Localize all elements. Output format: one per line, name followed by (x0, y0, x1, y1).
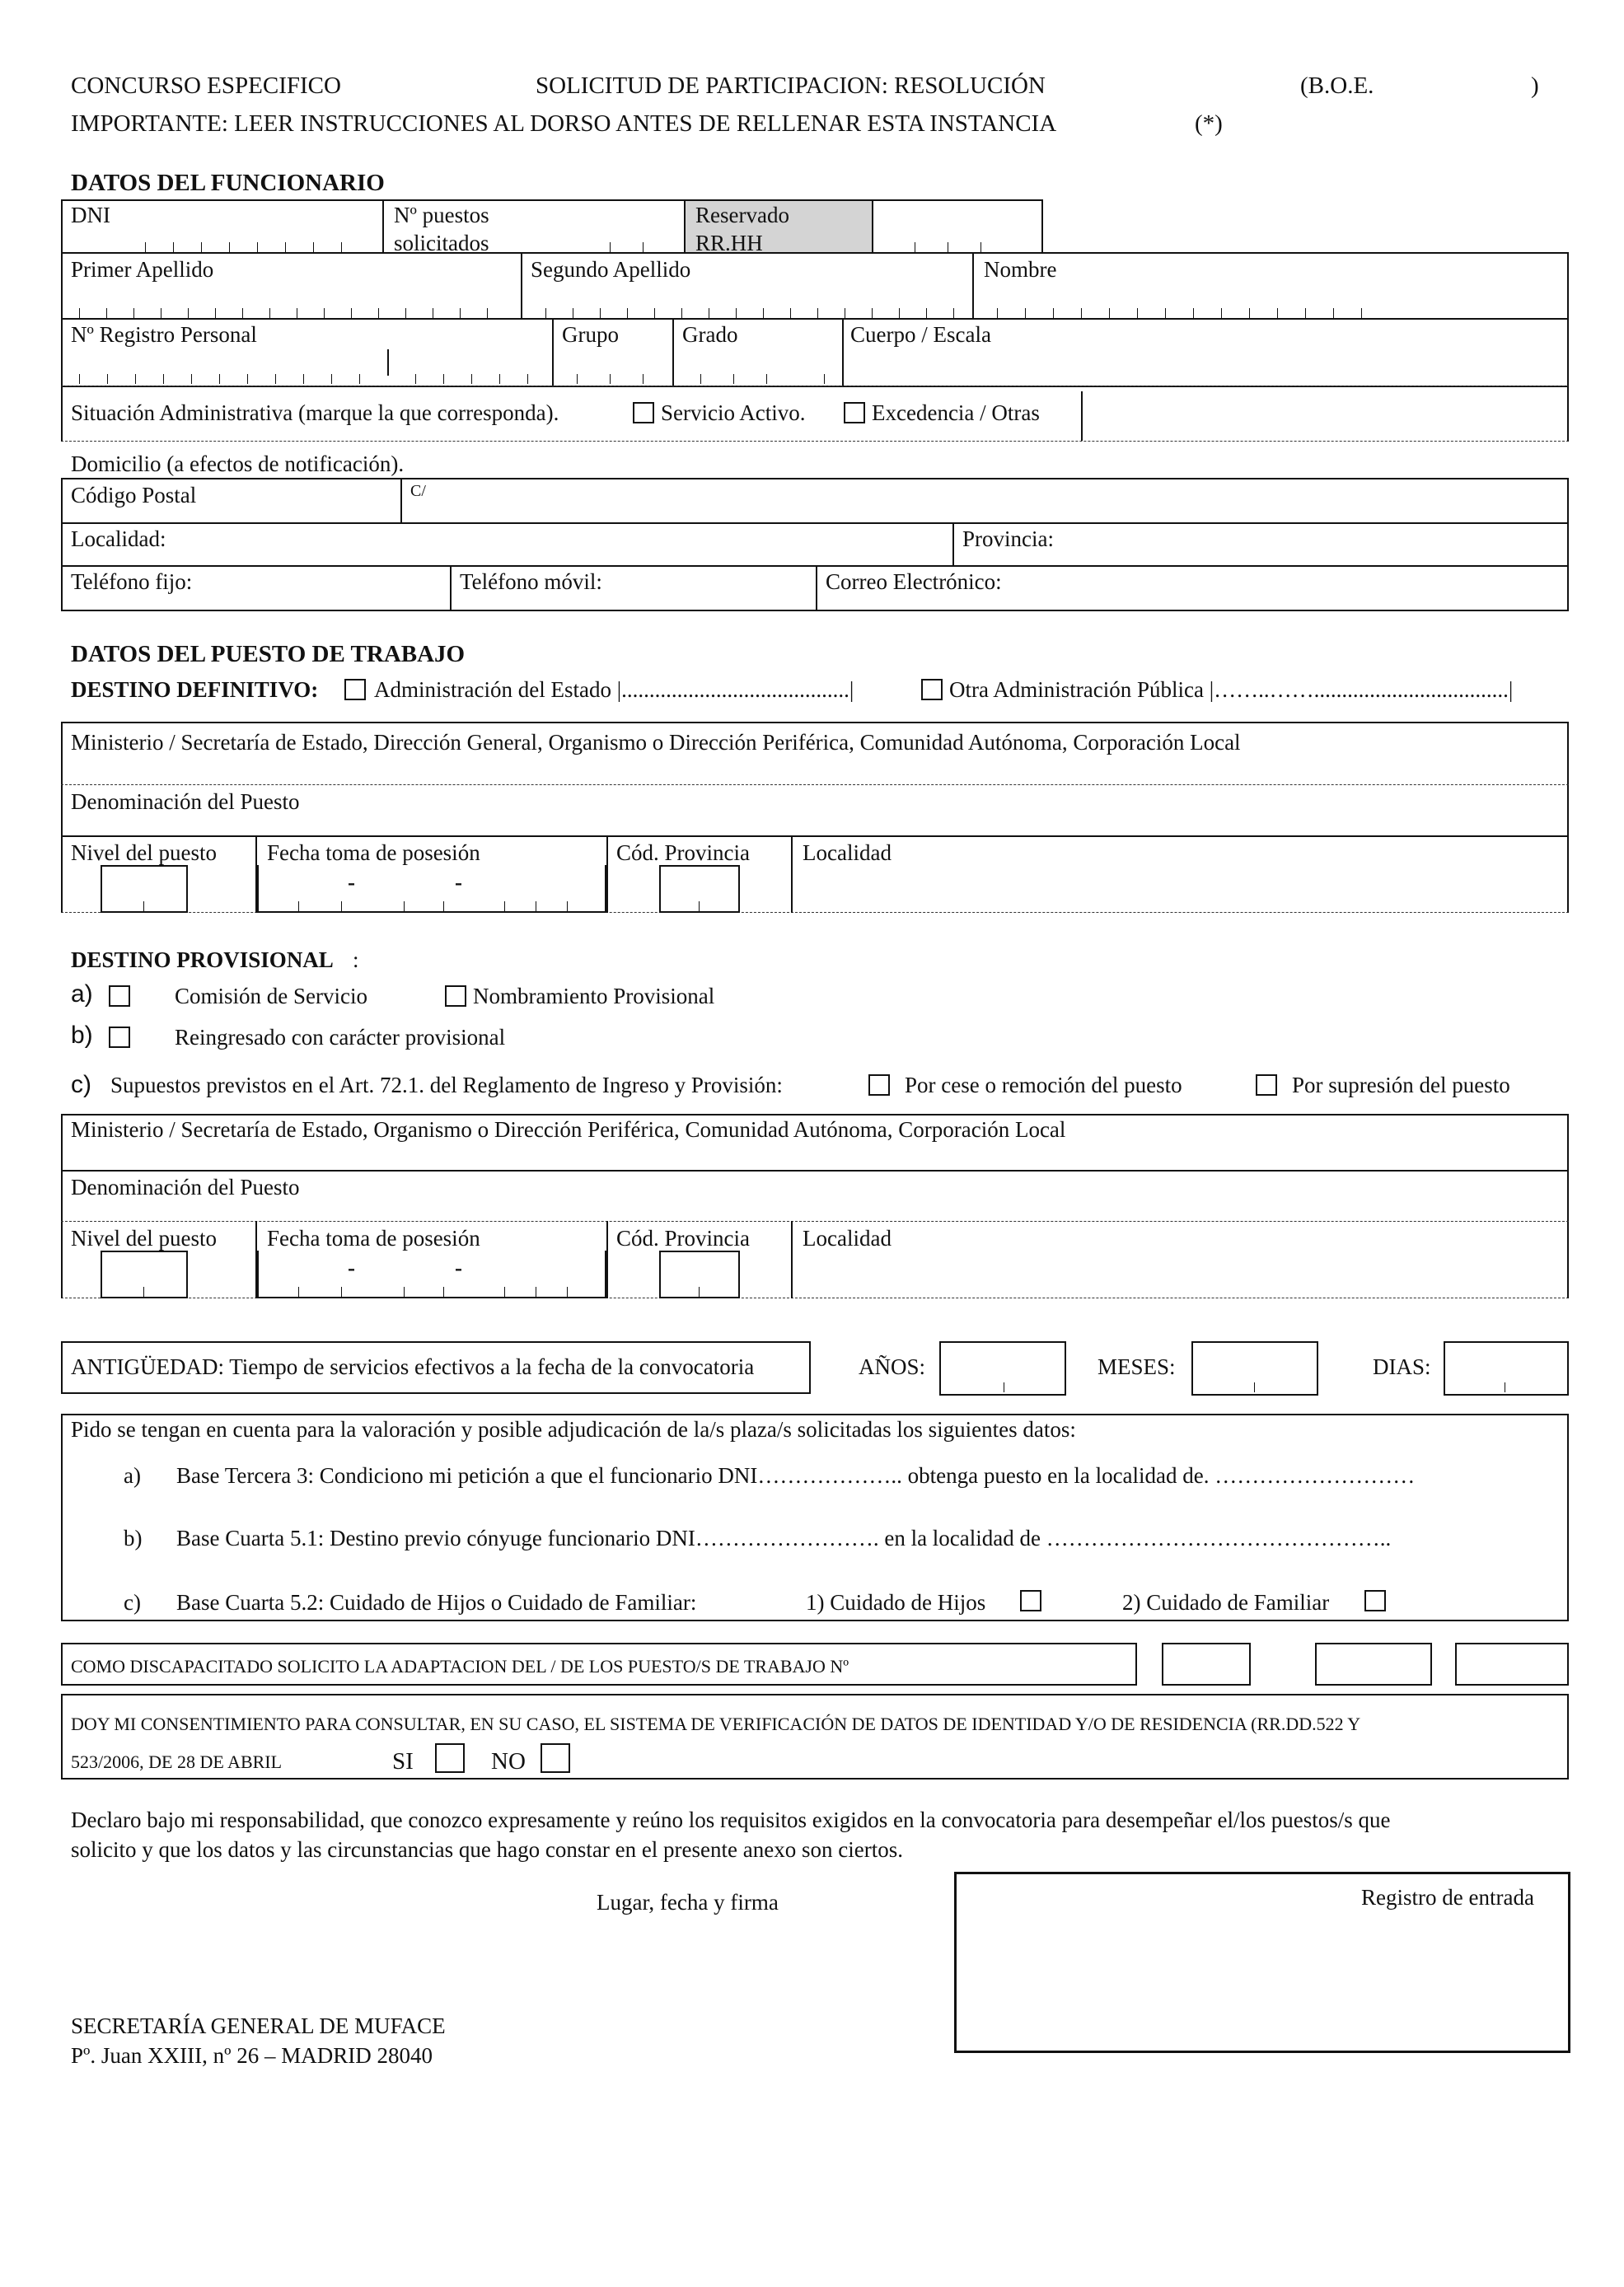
telefono-fijo-label: Teléfono fijo: (71, 569, 193, 594)
denominacion-def-label: Denominación del Puesto (71, 789, 300, 814)
ministerio-prov-label: Ministerio / Secretaría de Estado, Organismo o Dirección Periférica, Comunidad Autónoma, Corporación Local (71, 1117, 1066, 1142)
dni-label: DNI (71, 203, 110, 227)
ministerio-def-label: Ministerio / Secretaría de Estado, Dirección General, Organismo o Dirección Periférica, Comunidad Autónoma, Corporación Local (71, 730, 1241, 755)
dias-label: DIAS: (1373, 1354, 1431, 1379)
supresion-checkbox[interactable] (1256, 1074, 1277, 1096)
registro-entrada-label: Registro de entrada (1361, 1885, 1534, 1910)
calle-label: C/ (410, 482, 426, 500)
provincia-label: Provincia: (962, 526, 1054, 551)
valoracion-a-text: Base Tercera 3: Condiciono mi petición a que el funcionario DNI……………….. obtenga puesto en la localidad de. ……………………… (176, 1463, 1416, 1488)
excedencia-checkbox[interactable] (844, 402, 865, 423)
excedencia-label: Excedencia / Otras (872, 400, 1040, 425)
section-puesto-title: DATOS DEL PUESTO DE TRABAJO (71, 641, 466, 667)
servicio-activo-label: Servicio Activo. (661, 400, 806, 425)
situacion-label: Situación Administrativa (marque la que corresponda). (71, 400, 559, 425)
reingresado-checkbox[interactable] (109, 1027, 130, 1048)
anos-input[interactable] (939, 1341, 1066, 1396)
boe-close: ) (1531, 72, 1539, 99)
otra-admin-label: Otra Administración Pública |……..……...................................| (949, 677, 1514, 702)
section-funcionario-title: DATOS DEL FUNCIONARIO (71, 170, 385, 196)
telefono-movil-label: Teléfono móvil: (460, 569, 602, 594)
n-puestos-input[interactable] (610, 241, 676, 252)
asterisk-note: (*) (1195, 110, 1223, 137)
localidad-def-label: Localidad (803, 840, 892, 865)
footer-org: SECRETARÍA GENERAL DE MUFACE (71, 2013, 446, 2038)
fecha-prov-sep-2: - (455, 1256, 462, 1280)
puesto-adaptacion-input-1[interactable] (1162, 1643, 1251, 1686)
localidad-label: Localidad: (71, 526, 166, 551)
cuidado-hijos-label: 1) Cuidado de Hijos (806, 1590, 986, 1615)
comision-checkbox[interactable] (109, 985, 130, 1007)
registro-personal-input[interactable] (79, 372, 541, 384)
no-label: NO (491, 1748, 526, 1775)
si-checkbox[interactable] (435, 1743, 465, 1773)
discapacitado-label: COMO DISCAPACITADO SOLICITO LA ADAPTACION DEL / DE LOS PUESTO/S DE TRABAJO Nº (71, 1656, 849, 1677)
codigo-postal-label: Código Postal (71, 483, 197, 507)
cod-provincia-prov-label: Cód. Provincia (616, 1226, 750, 1251)
puesto-adaptacion-input-3[interactable] (1455, 1643, 1569, 1686)
segundo-apellido-input[interactable] (545, 306, 966, 318)
fecha-toma-def-label: Fecha toma de posesión (267, 840, 480, 865)
correo-label: Correo Electrónico: (826, 569, 1002, 594)
solicitados-label: solicitados (394, 231, 489, 255)
cuidado-hijos-checkbox[interactable] (1020, 1590, 1041, 1611)
declaracion-line2: solicito y que los datos y las circunstancias que hago constar en el presente anexo son ciertos. (71, 1837, 903, 1862)
boe-label: (B.O.E. (1300, 72, 1374, 99)
row-localidad (61, 522, 1569, 567)
otra-admin-checkbox[interactable] (921, 679, 943, 700)
nombramiento-label: Nombramiento Provisional (473, 984, 715, 1008)
cese-label: Por cese o remoción del puesto (905, 1073, 1182, 1097)
meses-label: MESES: (1097, 1354, 1176, 1379)
supuestos-label: Supuestos previstos en el Art. 72.1. del Reglamento de Ingreso y Provisión: (110, 1073, 783, 1097)
cuidado-familiar-label: 2) Cuidado de Familiar (1122, 1590, 1330, 1615)
destino-provisional-title: DESTINO PROVISIONAL (71, 947, 334, 972)
grupo-input[interactable] (577, 372, 659, 384)
cuidado-familiar-checkbox[interactable] (1364, 1590, 1386, 1611)
importante-note: IMPORTANTE: LEER INSTRUCCIONES AL DORSO ANTES DE RELLENAR ESTA INSTANCIA (71, 110, 1057, 137)
consentimiento-line2: 523/2006, DE 28 DE ABRIL (71, 1751, 283, 1772)
valoracion-intro: Pido se tengan en cuenta para la valoración y posible adjudicación de la/s plaza/s solicitadas los siguientes datos: (71, 1417, 1076, 1442)
footer-address: Pº. Juan XXIII, nº 26 – MADRID 28040 (71, 2043, 433, 2068)
fecha-toma-prov-label: Fecha toma de posesión (267, 1226, 480, 1251)
servicio-activo-checkbox[interactable] (633, 402, 654, 423)
si-label: SI (392, 1748, 414, 1775)
admin-estado-label: Administración del Estado |.........................................| (374, 677, 854, 702)
reservado-label: Reservado (695, 203, 789, 227)
primer-apellido-input[interactable] (79, 306, 516, 318)
anos-label: AÑOS: (859, 1354, 926, 1379)
primer-apellido-label: Primer Apellido (71, 257, 214, 282)
reingresado-label: Reingresado con carácter provisional (175, 1025, 506, 1050)
solicitud-title: SOLICITUD DE PARTICIPACION: RESOLUCIÓN (536, 72, 1046, 99)
concurso-label: CONCURSO ESPECIFICO (71, 72, 341, 99)
declaracion-line1: Declaro bajo mi responsabilidad, que conozco expresamente y reúno los requisitos exigidos en la convocatoria para desempeñar el/los puestos/s que (71, 1808, 1391, 1832)
no-checkbox[interactable] (541, 1743, 570, 1773)
n-puestos-label: Nº puestos (394, 203, 489, 227)
nombre-input[interactable] (997, 306, 1384, 318)
fecha-def-sep-2: - (455, 870, 462, 895)
valoracion-c-letter: c) (124, 1590, 141, 1615)
denominacion-prov-label: Denominación del Puesto (71, 1175, 300, 1200)
domicilio-label: Domicilio (a efectos de notificación). (71, 451, 405, 476)
cese-checkbox[interactable] (868, 1074, 890, 1096)
comision-label: Comisión de Servicio (175, 984, 367, 1008)
row-codigo-postal (61, 478, 1569, 524)
option-c-letter: c) (71, 1071, 91, 1098)
grado-label: Grado (682, 322, 738, 347)
segundo-apellido-label: Segundo Apellido (531, 257, 691, 282)
rrhh-label: RR.HH (695, 231, 763, 255)
cod-provincia-def-label: Cód. Provincia (616, 840, 750, 865)
destino-provisional-colon: : (353, 947, 359, 972)
grupo-label: Grupo (562, 322, 619, 347)
firma-label: Lugar, fecha y firma (597, 1890, 779, 1915)
puesto-adaptacion-input-2[interactable] (1315, 1643, 1432, 1686)
consentimiento-line1: DOY MI CONSENTIMIENTO PARA CONSULTAR, EN SU CASO, EL SISTEMA DE VERIFICACIÓN DE DATOS DE IDENTIDAD Y/O DE RESIDENCIA (RR.DD.522 Y (71, 1714, 1361, 1734)
option-a-letter: a) (71, 980, 93, 1008)
fecha-def-sep-1: - (348, 870, 355, 895)
admin-estado-checkbox[interactable] (344, 679, 366, 700)
nombramiento-checkbox[interactable] (445, 985, 466, 1007)
registro-personal-label: Nº Registro Personal (71, 322, 257, 347)
destino-definitivo-label: DESTINO DEFINITIVO: (71, 677, 319, 702)
consentimiento-box (61, 1694, 1569, 1780)
valoracion-b-text: Base Cuarta 5.1: Destino previo cónyuge funcionario DNI……………………. en la localidad de ……………………………………….. (176, 1526, 1392, 1550)
supresion-label: Por supresión del puesto (1292, 1073, 1510, 1097)
nivel-def-label: Nivel del puesto (71, 840, 217, 865)
cuerpo-label: Cuerpo / Escala (850, 322, 991, 347)
fecha-prov-sep-1: - (348, 1256, 355, 1280)
nombre-label: Nombre (984, 257, 1057, 282)
antiguedad-label: ANTIGÜEDAD: Tiempo de servicios efectivos a la fecha de la convocatoria (71, 1354, 755, 1379)
grado-input[interactable] (700, 372, 832, 384)
dni-input[interactable] (145, 241, 376, 252)
valoracion-b-letter: b) (124, 1526, 143, 1550)
option-b-letter: b) (71, 1022, 93, 1049)
localidad-prov-label: Localidad (803, 1226, 892, 1251)
nivel-prov-label: Nivel del puesto (71, 1226, 217, 1251)
row-telefonos (61, 565, 1569, 611)
valoracion-c-text: Base Cuarta 5.2: Cuidado de Hijos o Cuidado de Familiar: (176, 1590, 697, 1615)
valoracion-a-letter: a) (124, 1463, 141, 1488)
